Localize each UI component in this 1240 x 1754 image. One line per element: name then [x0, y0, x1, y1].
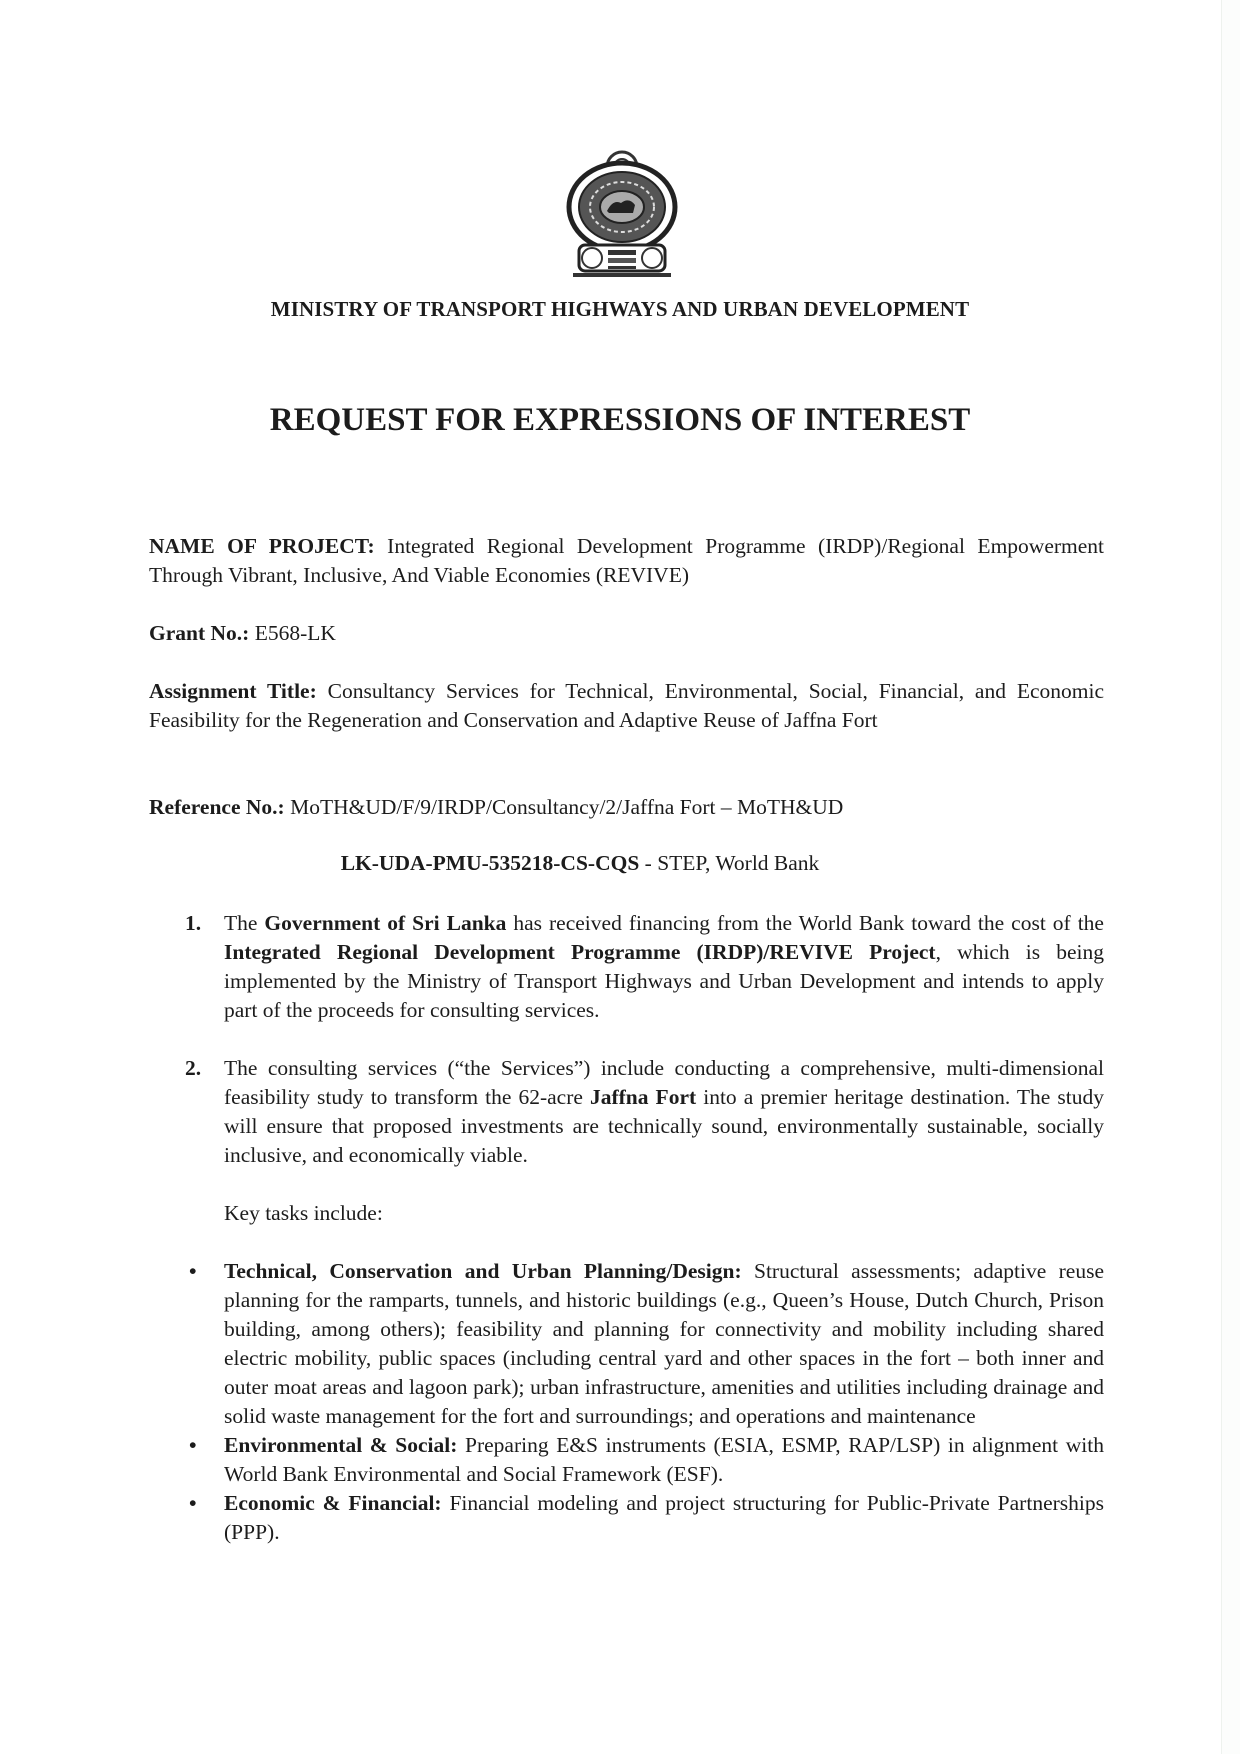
key-task-label: Environmental & Social: [224, 1433, 458, 1457]
key-task-label: Economic & Financial: [224, 1491, 442, 1515]
reference-number-field [149, 793, 1104, 822]
bullet-icon: • [189, 1491, 197, 1515]
grant-number-value: E568-LK [254, 621, 336, 645]
reference-number-value: MoTH&UD/F/9/IRDP/Consultancy/2/Jaffna Fort – MoTH&UD [290, 795, 844, 819]
reference-number-label: Reference No.: [149, 795, 285, 819]
key-task-item [185, 1431, 1104, 1489]
paragraph-text: into a premier heritage destination. The study will ensure that proposed investments are technically sound, environmentally sustainable, socially inclusive, and economically viable. [224, 1085, 1105, 1167]
key-task-item [185, 1257, 1104, 1431]
paragraph-number: 1. [185, 911, 202, 935]
key-task-text: Preparing E&S instruments (ESIA, ESMP, RAP/LSP) in alignment with World Bank Environmental and Social Framework (ESF). [224, 1433, 1104, 1486]
bullet-icon: • [189, 1259, 197, 1283]
ministry-heading: MINISTRY OF TRANSPORT HIGHWAYS AND URBAN DEVELOPMENT [270, 297, 970, 321]
paragraph-bold-text: Integrated Regional Development Programme (IRDP)/REVIVE Project [224, 940, 936, 964]
project-name-field [149, 532, 1104, 590]
assignment-title-value: Consultancy Services for Technical, Environmental, Social, Financial, and Economic Feasibility for the Regeneration and Conservation and Adaptive Reuse of Jaffna Fort [149, 679, 1105, 732]
project-name-value: Integrated Regional Development Programme (IRDP)/Regional Empowerment Through Vibrant, Inclusive, And Viable Economies (REVIVE) [149, 534, 1105, 587]
grant-number-field [149, 619, 1104, 648]
project-name-label: NAME OF PROJECT: [149, 534, 375, 558]
paragraph-number: 2. [185, 1056, 202, 1080]
paragraph-2 [185, 1054, 1104, 1170]
paragraph-bold-text: Jaffna Fort [589, 1085, 697, 1109]
key-task-item [185, 1489, 1104, 1547]
grant-number-label: Grant No.: [149, 621, 250, 645]
step-reference-suffix: - STEP, World Bank [639, 851, 820, 875]
key-tasks-list [185, 1257, 1104, 1547]
key-tasks-intro: Key tasks include: [224, 1201, 383, 1225]
step-reference-code: LK-UDA-PMU-535218-CS-CQS [340, 851, 640, 875]
document-title: REQUEST FOR EXPRESSIONS OF INTEREST [269, 402, 971, 438]
paragraph-text: , which is being implemented by the Ministry of Transport Highways and Urban Development and intends to apply part of the proceeds for consulting services. [224, 940, 1104, 1022]
key-task-text: Structural assessments; adaptive reuse planning for the ramparts, tunnels, and historic buildings (e.g., Queen’s House, Dutch Church, Prison building, among others); feasibility and planning for connectivity and mobility including shared electric mobility, public spaces (including central yard and other spaces in the fort – both inner and outer moat areas and lagoon park); urban infrastructure, amenities and utilities including drainage and solid waste management for the fort and surroundings; and operations and maintenance [224, 1259, 1104, 1428]
paragraph-bold-text: Government of Sri Lanka [264, 911, 507, 935]
assignment-title-label: Assignment Title: [149, 679, 317, 703]
sri-lanka-emblem-icon [565, 147, 680, 279]
bullet-icon: • [189, 1433, 197, 1457]
assignment-title-field [149, 677, 1104, 735]
paragraph-text: The [224, 911, 265, 935]
paragraph-1 [185, 909, 1104, 1025]
paragraph-text: The consulting services (“the Services”) include conducting a comprehensive, multi-dimensional feasibility study to transform the 62-acre [224, 1056, 1104, 1109]
key-task-text: Financial modeling and project structuring for Public-Private Partnerships (PPP). [224, 1491, 1104, 1544]
step-reference [0, 851, 1200, 876]
paragraph-text: has received financing from the World Bank toward the cost of the [506, 911, 1104, 935]
page-right-edge [1221, 0, 1240, 1754]
key-task-label: Technical, Conservation and Urban Planning/Design: [224, 1259, 742, 1283]
